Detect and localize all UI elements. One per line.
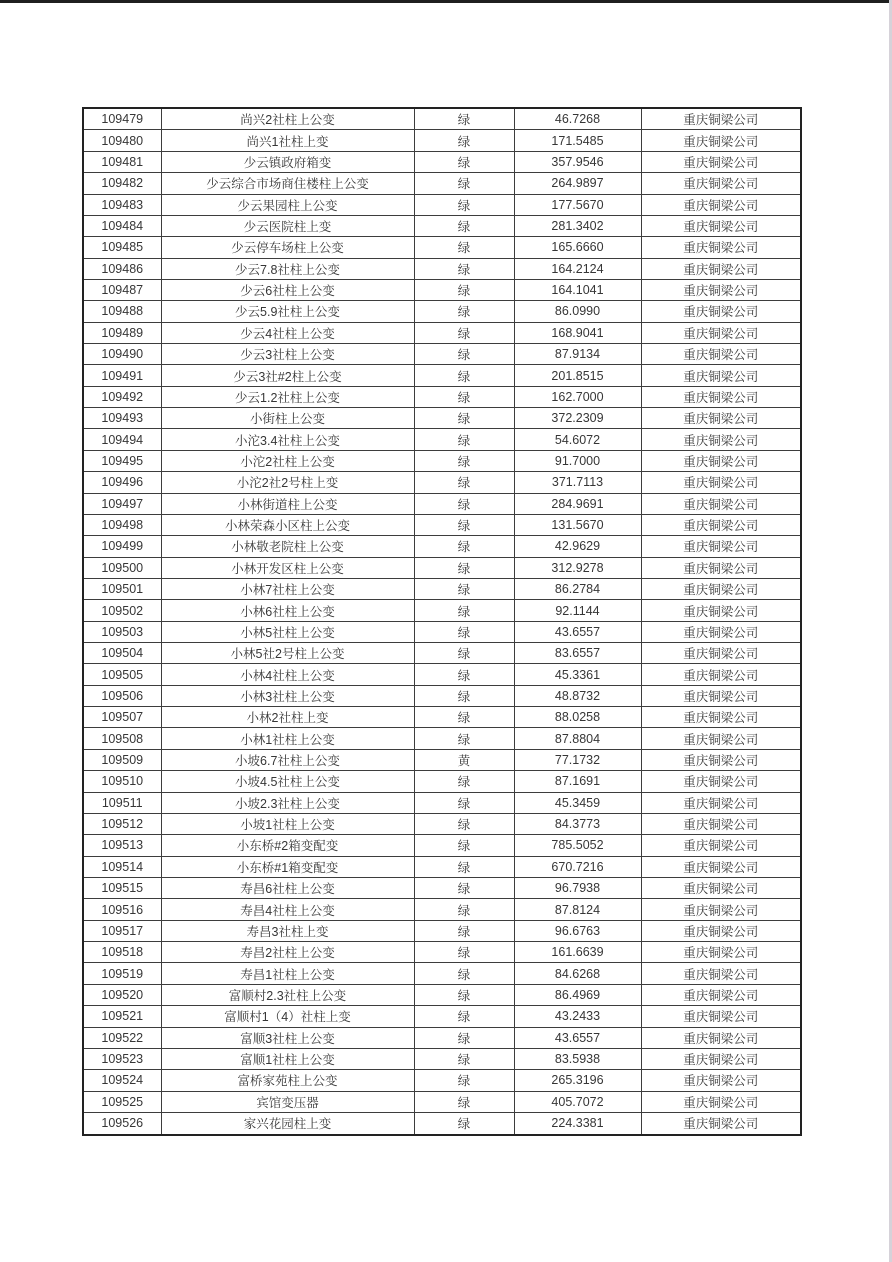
cell-name: 富顺1社柱上公变 [161, 1048, 414, 1069]
cell-status: 绿 [414, 450, 514, 471]
cell-company: 重庆铜梁公司 [641, 1027, 801, 1048]
cell-id: 109521 [83, 1006, 161, 1027]
cell-id: 109500 [83, 557, 161, 578]
cell-status: 绿 [414, 536, 514, 557]
cell-status: 绿 [414, 514, 514, 535]
cell-status: 黄 [414, 749, 514, 770]
cell-value: 405.7072 [514, 1091, 641, 1112]
cell-name: 小林荣森小区柱上公变 [161, 514, 414, 535]
cell-value: 371.7113 [514, 472, 641, 493]
cell-status: 绿 [414, 1091, 514, 1112]
cell-name: 少云综合市场商住楼柱上公变 [161, 173, 414, 194]
cell-company: 重庆铜梁公司 [641, 899, 801, 920]
cell-status: 绿 [414, 408, 514, 429]
table-row [83, 942, 801, 963]
cell-value: 46.7268 [514, 108, 641, 130]
cell-status: 绿 [414, 728, 514, 749]
table-row [83, 1070, 801, 1091]
cell-status: 绿 [414, 279, 514, 300]
cell-id: 109487 [83, 279, 161, 300]
cell-name: 小林2社柱上变 [161, 707, 414, 728]
cell-value: 42.9629 [514, 536, 641, 557]
cell-value: 96.6763 [514, 920, 641, 941]
table-row [83, 664, 801, 685]
cell-value: 201.8515 [514, 365, 641, 386]
cell-name: 小林开发区柱上公变 [161, 557, 414, 578]
cell-name: 寿昌1社柱上公变 [161, 963, 414, 984]
cell-value: 284.9691 [514, 493, 641, 514]
cell-company: 重庆铜梁公司 [641, 728, 801, 749]
cell-company: 重庆铜梁公司 [641, 493, 801, 514]
cell-status: 绿 [414, 1070, 514, 1091]
cell-id: 109512 [83, 813, 161, 834]
cell-company: 重庆铜梁公司 [641, 664, 801, 685]
cell-id: 109490 [83, 344, 161, 365]
cell-id: 109488 [83, 301, 161, 322]
table-row [83, 386, 801, 407]
table-row [83, 749, 801, 770]
table-row [83, 151, 801, 172]
cell-status: 绿 [414, 472, 514, 493]
cell-value: 45.3361 [514, 664, 641, 685]
cell-company: 重庆铜梁公司 [641, 322, 801, 343]
cell-company: 重庆铜梁公司 [641, 1112, 801, 1135]
cell-company: 重庆铜梁公司 [641, 771, 801, 792]
cell-id: 109522 [83, 1027, 161, 1048]
cell-company: 重庆铜梁公司 [641, 408, 801, 429]
cell-company: 重庆铜梁公司 [641, 920, 801, 941]
cell-id: 109480 [83, 130, 161, 151]
cell-company: 重庆铜梁公司 [641, 194, 801, 215]
cell-status: 绿 [414, 920, 514, 941]
cell-name: 少云6社柱上公变 [161, 279, 414, 300]
cell-value: 43.2433 [514, 1006, 641, 1027]
cell-id: 109501 [83, 578, 161, 599]
cell-id: 109507 [83, 707, 161, 728]
table-row [83, 1112, 801, 1135]
cell-name: 小东桥#2箱变配变 [161, 835, 414, 856]
cell-id: 109516 [83, 899, 161, 920]
cell-id: 109502 [83, 600, 161, 621]
cell-id: 109515 [83, 878, 161, 899]
table-row [83, 130, 801, 151]
cell-company: 重庆铜梁公司 [641, 984, 801, 1005]
cell-value: 87.8804 [514, 728, 641, 749]
cell-company: 重庆铜梁公司 [641, 942, 801, 963]
cell-value: 357.9546 [514, 151, 641, 172]
cell-value: 171.5485 [514, 130, 641, 151]
cell-value: 87.8124 [514, 899, 641, 920]
cell-value: 92.1144 [514, 600, 641, 621]
table-row [83, 792, 801, 813]
cell-name: 小沱3.4社柱上公变 [161, 429, 414, 450]
cell-company: 重庆铜梁公司 [641, 557, 801, 578]
cell-status: 绿 [414, 813, 514, 834]
cell-value: 43.6557 [514, 1027, 641, 1048]
cell-status: 绿 [414, 194, 514, 215]
cell-name: 小坡2.3社柱上公变 [161, 792, 414, 813]
transformer-table-body [83, 108, 801, 1135]
cell-company: 重庆铜梁公司 [641, 643, 801, 664]
table-row [83, 301, 801, 322]
cell-name: 小坡4.5社柱上公变 [161, 771, 414, 792]
cell-name: 少云5.9社柱上公变 [161, 301, 414, 322]
cell-company: 重庆铜梁公司 [641, 215, 801, 236]
cell-status: 绿 [414, 621, 514, 642]
cell-id: 109496 [83, 472, 161, 493]
cell-id: 109508 [83, 728, 161, 749]
cell-name: 富桥家苑柱上公变 [161, 1070, 414, 1091]
cell-name: 少云医院柱上变 [161, 215, 414, 236]
cell-status: 绿 [414, 258, 514, 279]
cell-name: 寿昌2社柱上公变 [161, 942, 414, 963]
cell-status: 绿 [414, 899, 514, 920]
cell-value: 45.3459 [514, 792, 641, 813]
table-row [83, 621, 801, 642]
cell-company: 重庆铜梁公司 [641, 878, 801, 899]
cell-id: 109485 [83, 237, 161, 258]
table-row [83, 173, 801, 194]
cell-company: 重庆铜梁公司 [641, 386, 801, 407]
cell-status: 绿 [414, 301, 514, 322]
cell-status: 绿 [414, 835, 514, 856]
cell-name: 尚兴1社柱上变 [161, 130, 414, 151]
cell-id: 109494 [83, 429, 161, 450]
table-row [83, 194, 801, 215]
cell-status: 绿 [414, 856, 514, 877]
cell-company: 重庆铜梁公司 [641, 1070, 801, 1091]
cell-status: 绿 [414, 557, 514, 578]
table-row [83, 322, 801, 343]
cell-name: 富顺村1（4）社柱上变 [161, 1006, 414, 1027]
cell-company: 重庆铜梁公司 [641, 621, 801, 642]
cell-company: 重庆铜梁公司 [641, 514, 801, 535]
cell-company: 重庆铜梁公司 [641, 258, 801, 279]
cell-id: 109497 [83, 493, 161, 514]
table-row [83, 643, 801, 664]
cell-value: 265.3196 [514, 1070, 641, 1091]
cell-value: 131.5670 [514, 514, 641, 535]
cell-value: 84.6268 [514, 963, 641, 984]
table-row [83, 429, 801, 450]
cell-company: 重庆铜梁公司 [641, 1091, 801, 1112]
cell-status: 绿 [414, 130, 514, 151]
table-row [83, 1027, 801, 1048]
table-row [83, 1091, 801, 1112]
cell-value: 88.0258 [514, 707, 641, 728]
cell-name: 少云1.2社柱上公变 [161, 386, 414, 407]
cell-value: 164.1041 [514, 279, 641, 300]
cell-company: 重庆铜梁公司 [641, 963, 801, 984]
cell-value: 86.0990 [514, 301, 641, 322]
cell-value: 372.2309 [514, 408, 641, 429]
cell-status: 绿 [414, 942, 514, 963]
cell-status: 绿 [414, 108, 514, 130]
cell-status: 绿 [414, 707, 514, 728]
cell-status: 绿 [414, 215, 514, 236]
cell-name: 小沱2社2号柱上变 [161, 472, 414, 493]
cell-name: 小林5社2号柱上公变 [161, 643, 414, 664]
cell-company: 重庆铜梁公司 [641, 108, 801, 130]
cell-value: 164.2124 [514, 258, 641, 279]
cell-name: 小林街道柱上公变 [161, 493, 414, 514]
cell-company: 重庆铜梁公司 [641, 344, 801, 365]
cell-name: 少云3社柱上公变 [161, 344, 414, 365]
cell-status: 绿 [414, 664, 514, 685]
cell-id: 109492 [83, 386, 161, 407]
cell-name: 富顺村2.3社柱上公变 [161, 984, 414, 1005]
cell-value: 162.7000 [514, 386, 641, 407]
cell-company: 重庆铜梁公司 [641, 578, 801, 599]
cell-company: 重庆铜梁公司 [641, 813, 801, 834]
cell-value: 670.7216 [514, 856, 641, 877]
cell-name: 家兴花园柱上变 [161, 1112, 414, 1135]
cell-id: 109491 [83, 365, 161, 386]
cell-id: 109506 [83, 685, 161, 706]
cell-company: 重庆铜梁公司 [641, 600, 801, 621]
cell-id: 109482 [83, 173, 161, 194]
cell-status: 绿 [414, 1048, 514, 1069]
cell-status: 绿 [414, 365, 514, 386]
cell-id: 109484 [83, 215, 161, 236]
table-row [83, 108, 801, 130]
cell-value: 785.5052 [514, 835, 641, 856]
cell-value: 264.9897 [514, 173, 641, 194]
cell-name: 宾馆变压器 [161, 1091, 414, 1112]
cell-value: 161.6639 [514, 942, 641, 963]
table-row [83, 365, 801, 386]
cell-value: 83.5938 [514, 1048, 641, 1069]
cell-value: 83.6557 [514, 643, 641, 664]
table-row [83, 215, 801, 236]
cell-id: 109483 [83, 194, 161, 215]
cell-id: 109526 [83, 1112, 161, 1135]
cell-name: 小林5社柱上公变 [161, 621, 414, 642]
cell-name: 小林4社柱上公变 [161, 664, 414, 685]
cell-company: 重庆铜梁公司 [641, 173, 801, 194]
cell-status: 绿 [414, 792, 514, 813]
cell-status: 绿 [414, 386, 514, 407]
table-row [83, 707, 801, 728]
cell-value: 84.3773 [514, 813, 641, 834]
table-row [83, 856, 801, 877]
cell-status: 绿 [414, 344, 514, 365]
cell-name: 小东桥#1箱变配变 [161, 856, 414, 877]
cell-company: 重庆铜梁公司 [641, 301, 801, 322]
cell-company: 重庆铜梁公司 [641, 707, 801, 728]
cell-name: 少云4社柱上公变 [161, 322, 414, 343]
table-row [83, 450, 801, 471]
cell-company: 重庆铜梁公司 [641, 450, 801, 471]
cell-id: 109504 [83, 643, 161, 664]
table-row [83, 728, 801, 749]
cell-value: 54.6072 [514, 429, 641, 450]
cell-id: 109509 [83, 749, 161, 770]
cell-id: 109481 [83, 151, 161, 172]
table-row [83, 514, 801, 535]
cell-id: 109514 [83, 856, 161, 877]
cell-company: 重庆铜梁公司 [641, 472, 801, 493]
table-row [83, 344, 801, 365]
cell-company: 重庆铜梁公司 [641, 856, 801, 877]
cell-company: 重庆铜梁公司 [641, 792, 801, 813]
cell-id: 109493 [83, 408, 161, 429]
cell-name: 小坡1社柱上公变 [161, 813, 414, 834]
cell-name: 小林3社柱上公变 [161, 685, 414, 706]
cell-status: 绿 [414, 643, 514, 664]
table-row [83, 920, 801, 941]
cell-name: 小沱2社柱上公变 [161, 450, 414, 471]
cell-status: 绿 [414, 237, 514, 258]
cell-company: 重庆铜梁公司 [641, 429, 801, 450]
table-row [83, 771, 801, 792]
cell-status: 绿 [414, 578, 514, 599]
table-row [83, 835, 801, 856]
cell-status: 绿 [414, 984, 514, 1005]
cell-status: 绿 [414, 600, 514, 621]
cell-id: 109519 [83, 963, 161, 984]
cell-value: 177.5670 [514, 194, 641, 215]
table-row [83, 578, 801, 599]
table-row [83, 536, 801, 557]
cell-company: 重庆铜梁公司 [641, 749, 801, 770]
cell-name: 富顺3社柱上公变 [161, 1027, 414, 1048]
cell-value: 87.1691 [514, 771, 641, 792]
table-row [83, 984, 801, 1005]
cell-company: 重庆铜梁公司 [641, 536, 801, 557]
scan-edge-top [0, 0, 892, 3]
cell-name: 寿昌4社柱上公变 [161, 899, 414, 920]
table-row [83, 600, 801, 621]
table-row [83, 258, 801, 279]
table-row [83, 472, 801, 493]
cell-id: 109513 [83, 835, 161, 856]
cell-value: 86.2784 [514, 578, 641, 599]
cell-id: 109525 [83, 1091, 161, 1112]
cell-name: 小林7社柱上公变 [161, 578, 414, 599]
cell-company: 重庆铜梁公司 [641, 237, 801, 258]
cell-value: 91.7000 [514, 450, 641, 471]
cell-id: 109510 [83, 771, 161, 792]
cell-id: 109486 [83, 258, 161, 279]
cell-id: 109520 [83, 984, 161, 1005]
cell-status: 绿 [414, 173, 514, 194]
cell-id: 109518 [83, 942, 161, 963]
cell-company: 重庆铜梁公司 [641, 685, 801, 706]
cell-company: 重庆铜梁公司 [641, 130, 801, 151]
cell-company: 重庆铜梁公司 [641, 279, 801, 300]
cell-status: 绿 [414, 1112, 514, 1135]
cell-value: 165.6660 [514, 237, 641, 258]
cell-value: 86.4969 [514, 984, 641, 1005]
cell-status: 绿 [414, 493, 514, 514]
table-row [83, 899, 801, 920]
cell-status: 绿 [414, 963, 514, 984]
cell-id: 109524 [83, 1070, 161, 1091]
table-row [83, 813, 801, 834]
cell-name: 少云镇政府箱变 [161, 151, 414, 172]
cell-name: 少云停车场柱上公变 [161, 237, 414, 258]
cell-name: 小林1社柱上公变 [161, 728, 414, 749]
cell-value: 168.9041 [514, 322, 641, 343]
cell-status: 绿 [414, 878, 514, 899]
cell-company: 重庆铜梁公司 [641, 1048, 801, 1069]
cell-name: 少云果园柱上公变 [161, 194, 414, 215]
cell-value: 312.9278 [514, 557, 641, 578]
table-row [83, 685, 801, 706]
transformer-table [82, 107, 802, 1136]
cell-name: 寿昌6社柱上公变 [161, 878, 414, 899]
cell-name: 少云3社#2柱上公变 [161, 365, 414, 386]
cell-id: 109511 [83, 792, 161, 813]
cell-value: 77.1732 [514, 749, 641, 770]
cell-value: 87.9134 [514, 344, 641, 365]
cell-id: 109503 [83, 621, 161, 642]
cell-status: 绿 [414, 771, 514, 792]
cell-value: 281.3402 [514, 215, 641, 236]
cell-value: 224.3381 [514, 1112, 641, 1135]
cell-status: 绿 [414, 1027, 514, 1048]
cell-company: 重庆铜梁公司 [641, 365, 801, 386]
cell-id: 109517 [83, 920, 161, 941]
cell-name: 小林6社柱上公变 [161, 600, 414, 621]
cell-id: 109523 [83, 1048, 161, 1069]
table-row [83, 1006, 801, 1027]
cell-id: 109489 [83, 322, 161, 343]
cell-name: 小街柱上公变 [161, 408, 414, 429]
cell-id: 109499 [83, 536, 161, 557]
cell-value: 48.8732 [514, 685, 641, 706]
cell-status: 绿 [414, 322, 514, 343]
table-row [83, 1048, 801, 1069]
cell-name: 小坡6.7社柱上公变 [161, 749, 414, 770]
cell-id: 109479 [83, 108, 161, 130]
cell-value: 96.7938 [514, 878, 641, 899]
table-row [83, 279, 801, 300]
table-row [83, 963, 801, 984]
table-row [83, 408, 801, 429]
table-row [83, 878, 801, 899]
cell-company: 重庆铜梁公司 [641, 151, 801, 172]
table-row [83, 237, 801, 258]
cell-name: 寿昌3社柱上变 [161, 920, 414, 941]
cell-name: 尚兴2社柱上公变 [161, 108, 414, 130]
table-row [83, 557, 801, 578]
cell-status: 绿 [414, 685, 514, 706]
cell-id: 109498 [83, 514, 161, 535]
cell-status: 绿 [414, 429, 514, 450]
cell-name: 小林敬老院柱上公变 [161, 536, 414, 557]
cell-status: 绿 [414, 151, 514, 172]
cell-id: 109505 [83, 664, 161, 685]
table-row [83, 493, 801, 514]
cell-company: 重庆铜梁公司 [641, 835, 801, 856]
cell-id: 109495 [83, 450, 161, 471]
cell-company: 重庆铜梁公司 [641, 1006, 801, 1027]
cell-name: 少云7.8社柱上公变 [161, 258, 414, 279]
cell-status: 绿 [414, 1006, 514, 1027]
cell-value: 43.6557 [514, 621, 641, 642]
